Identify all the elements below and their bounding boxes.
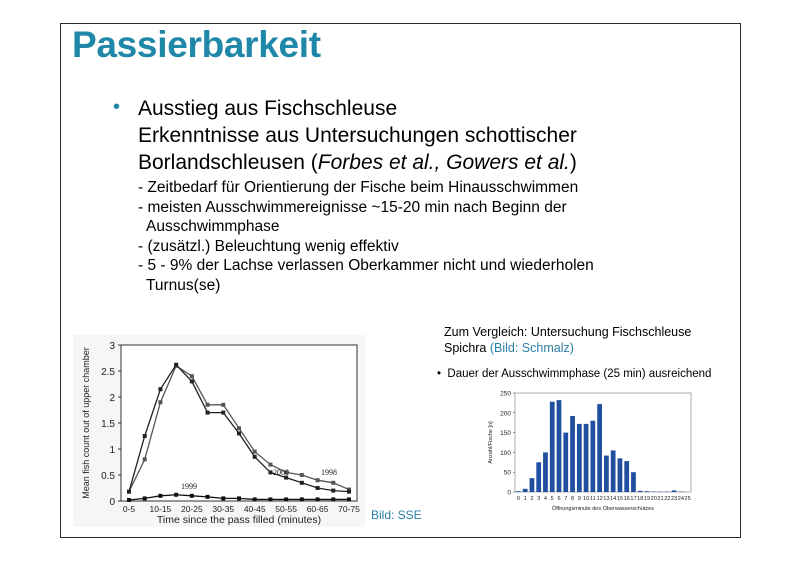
y-tick-label: 0.5 — [101, 471, 115, 482]
data-point-2000 — [253, 455, 257, 459]
x-tick-label: 7 — [564, 496, 568, 502]
bar-minute-13 — [604, 456, 609, 492]
x-axis-label: Öffnungsminute des Oberwasserschützes — [551, 506, 655, 512]
y-tick-label: 1 — [109, 445, 115, 456]
plot-area — [121, 345, 357, 501]
series-label-2000: 2000 — [273, 468, 289, 477]
bar-minute-1 — [523, 489, 528, 492]
y-tick-label: 50 — [503, 469, 511, 477]
bar-minute-11 — [590, 421, 595, 492]
x-tick-label: 19 — [643, 496, 651, 502]
y-tick-label: 250 — [500, 390, 511, 398]
data-point-1998 — [237, 426, 241, 430]
y-tick-label: 3 — [109, 341, 115, 352]
fish-count-line-chart — [73, 335, 365, 527]
x-tick-label: 21 — [657, 496, 664, 502]
data-point-2000 — [206, 411, 210, 415]
sub-item-4-cont: Turnus(se) — [146, 276, 221, 294]
data-point-1998 — [300, 473, 304, 477]
bar-minute-0 — [516, 491, 521, 492]
bar-minute-5 — [550, 402, 555, 492]
data-point-2000 — [316, 486, 320, 490]
y-tick-label: 150 — [500, 430, 511, 438]
series-label-1998: 1998 — [321, 468, 337, 477]
data-point-1999 — [347, 497, 351, 501]
sub-items — [138, 178, 594, 295]
y-axis-label: Anzahl/Fische [n] — [488, 421, 494, 464]
data-point-1999 — [284, 497, 288, 501]
data-point-1998 — [331, 481, 335, 485]
slide-title: Passierbarkeit — [72, 24, 321, 65]
sub-item-2: - meisten Ausschwimmereignisse ~15-20 min nach Beginn der — [138, 198, 567, 216]
x-tick-label: 17 — [630, 496, 637, 502]
y-tick-label: 100 — [500, 449, 511, 457]
bar-minute-18 — [638, 491, 643, 492]
bar-minute-7 — [563, 433, 568, 492]
x-tick-label: 6 — [557, 496, 561, 502]
x-tick-label: 8 — [570, 496, 575, 502]
bar-minute-16 — [624, 461, 629, 492]
bullet-dot-icon: • — [113, 96, 121, 118]
bar-minute-14 — [611, 450, 616, 492]
data-point-2000 — [331, 489, 335, 493]
data-point-1999 — [253, 497, 257, 501]
x-tick-label: 40-45 — [243, 504, 266, 514]
data-point-1998 — [190, 374, 194, 378]
x-tick-label: 11 — [589, 496, 596, 502]
comparison-credit: (Bild: Schmalz) — [489, 341, 574, 355]
x-tick-label: 70-75 — [338, 504, 360, 514]
bar-minute-10 — [584, 424, 589, 492]
data-point-2000 — [300, 481, 304, 485]
bar-minute-12 — [597, 404, 602, 492]
y-tick-label: 0 — [507, 489, 511, 497]
data-point-1998 — [158, 400, 162, 404]
plot-area — [515, 393, 691, 492]
main-line-3 — [138, 149, 577, 176]
x-tick-label: 0-5 — [122, 504, 136, 514]
sub-item-2-cont: Ausschwimmphase — [146, 218, 280, 235]
data-point-1999 — [268, 497, 272, 501]
bar-minute-3 — [536, 462, 541, 492]
data-point-1999 — [316, 497, 320, 501]
bar-minute-9 — [577, 424, 582, 492]
data-point-1998 — [206, 403, 210, 407]
y-tick-label: 2 — [109, 393, 115, 404]
bar-minute-2 — [530, 478, 535, 492]
x-tick-label: 4 — [543, 496, 548, 502]
bar-minute-6 — [557, 400, 562, 492]
x-tick-label: 13 — [603, 496, 610, 502]
sub-item-1: - Zeitbedarf für Orientierung der Fische beim Hinausschwimmen — [138, 179, 579, 196]
exit-minute-bar-chart — [483, 385, 698, 520]
main-line-3-suffix: ) — [569, 151, 577, 174]
data-point-1999 — [158, 494, 162, 498]
main-line-2: Erkenntnisse aus Untersuchungen schottischer — [138, 124, 577, 147]
x-tick-label: 1 — [523, 496, 527, 502]
x-tick-label: 50-55 — [275, 504, 298, 514]
x-tick-label: 30-35 — [212, 504, 235, 514]
x-tick-label: 20-25 — [180, 504, 203, 514]
bar-minute-23 — [672, 490, 677, 492]
comparison-text — [444, 324, 691, 356]
data-point-1999 — [221, 496, 225, 500]
data-point-1998 — [143, 457, 147, 461]
data-point-1999 — [190, 494, 194, 498]
x-tick-label: 60-65 — [306, 504, 329, 514]
x-tick-label: 20 — [650, 496, 657, 502]
x-tick-label: 24 — [677, 496, 684, 502]
data-point-2000 — [158, 387, 162, 391]
data-point-2000 — [347, 490, 351, 494]
x-tick-label: 15 — [616, 496, 624, 502]
data-point-1998 — [221, 403, 225, 407]
y-tick-label: 200 — [500, 410, 511, 418]
data-point-2000 — [268, 470, 272, 474]
y-axis-label: Mean fish count out of upper chamber — [81, 347, 91, 499]
comparison-line-2 — [444, 340, 691, 356]
bar-minute-4 — [543, 452, 548, 492]
y-tick-label: 2.5 — [101, 367, 115, 378]
y-tick-label: 1.5 — [101, 419, 115, 430]
data-point-2000 — [190, 379, 194, 383]
x-axis-label: Time since the pass filled (minutes) — [156, 514, 322, 526]
citation: Forbes et al., Gowers et al. — [317, 151, 570, 174]
x-tick-label: 16 — [623, 496, 630, 502]
x-tick-label: 22 — [664, 496, 671, 502]
main-bullet — [138, 95, 577, 176]
x-tick-label: 25 — [684, 496, 691, 502]
data-point-1999 — [174, 493, 178, 497]
comparison-bullet: • Dauer der Ausschwimmphase (25 min) ausreichend — [437, 368, 712, 380]
data-point-2000 — [143, 434, 147, 438]
data-point-2000 — [127, 490, 131, 494]
x-tick-label: 0 — [516, 496, 520, 502]
bar-minute-19 — [645, 491, 650, 492]
data-point-1998 — [316, 478, 320, 482]
x-tick-label: 9 — [577, 496, 581, 502]
data-point-1999 — [331, 497, 335, 501]
data-point-1999 — [127, 498, 131, 502]
data-point-1999 — [237, 496, 241, 500]
left-figure-credit: Bild: SSE — [371, 508, 422, 522]
data-point-1998 — [253, 450, 257, 454]
x-tick-label: 23 — [670, 496, 678, 502]
data-point-1999 — [300, 497, 304, 501]
data-point-1999 — [143, 496, 147, 500]
sub-item-3: - (zusätzl.) Beleuchtung wenig effektiv — [138, 237, 399, 255]
x-tick-label: 14 — [610, 496, 617, 502]
data-point-1998 — [268, 463, 272, 467]
bar-minute-15 — [618, 458, 623, 492]
data-point-2000 — [237, 431, 241, 435]
x-tick-label: 10 — [582, 496, 590, 502]
data-point-1999 — [206, 495, 210, 499]
y-tick-label: 0 — [109, 497, 115, 508]
bar-minute-17 — [631, 472, 636, 492]
main-line-1: Ausstieg aus Fischschleuse — [138, 97, 398, 120]
x-tick-label: 3 — [537, 496, 541, 502]
series-label-1999: 1999 — [181, 482, 197, 491]
x-tick-label: 18 — [637, 496, 644, 502]
comparison-line-1: Zum Vergleich: Untersuchung Fischschleuse — [444, 325, 692, 339]
x-tick-label: 10-15 — [149, 504, 172, 514]
bar-minute-8 — [570, 416, 575, 492]
comparison-location: Spichra — [444, 341, 490, 355]
data-point-2000 — [174, 363, 178, 367]
comparison-bullet-text: Dauer der Ausschwimmphase (25 min) ausreichend — [447, 368, 712, 380]
sub-item-4: - 5 - 9% der Lachse verlassen Oberkammer nicht und wiederholen — [138, 257, 594, 274]
x-tick-label: 12 — [596, 496, 603, 502]
x-tick-label: 2 — [530, 496, 534, 502]
x-tick-label: 5 — [550, 496, 554, 502]
main-line-3-prefix: Borlandschleusen ( — [138, 151, 318, 174]
data-point-2000 — [221, 411, 225, 415]
